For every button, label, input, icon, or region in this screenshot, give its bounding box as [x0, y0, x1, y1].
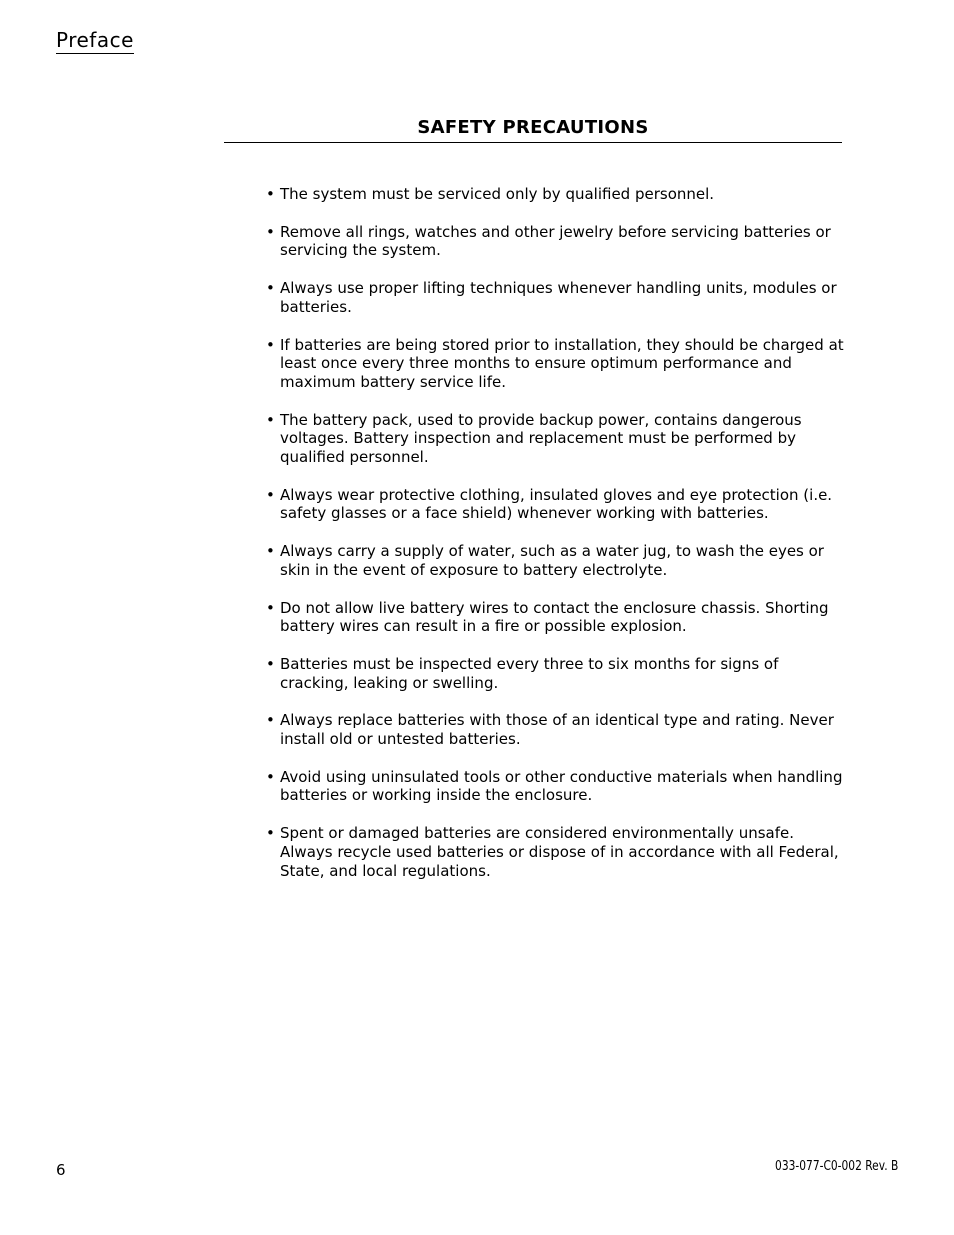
title-divider [224, 142, 842, 143]
list-item [266, 655, 846, 692]
list-item-text: Avoid using uninsulated tools or other conductive materials when handling batteries or working inside the enclosure. [280, 767, 843, 805]
bullet-icon: • [266, 185, 275, 203]
list-item [266, 768, 846, 805]
list-item [266, 542, 846, 579]
page-number: 6 [56, 1161, 66, 1179]
bullet-icon: • [266, 485, 275, 504]
list-item-text: The battery pack, used to provide backup power, contains dangerous voltages. Battery inspection and replacement must be performed by qualified personnel. [280, 410, 802, 467]
list-item [266, 824, 846, 880]
document-id: 033-077-C0-002 Rev. B [774, 1159, 898, 1174]
list-item-text: Batteries must be inspected every three to six months for signs of cracking, leaking or swelling. [280, 654, 779, 692]
bullet-icon: • [266, 279, 275, 298]
bullet-icon: • [266, 654, 275, 673]
bullet-icon: • [266, 222, 275, 241]
list-item [266, 336, 846, 392]
list-item-text: Remove all rings, watches and other jewelry before servicing batteries or servicing the system. [280, 222, 831, 260]
bullet-icon: • [266, 767, 275, 786]
bullet-icon: • [266, 542, 275, 561]
list-item-text: The system must be serviced only by qualified personnel. [280, 185, 715, 203]
list-item-text: Always wear protective clothing, insulated gloves and eye protection (i.e. safety glasses or a face shield) whenever working with batteries. [280, 485, 833, 523]
list-item [266, 185, 846, 204]
list-item [266, 711, 846, 748]
list-item [266, 223, 846, 260]
safety-precautions-list [266, 185, 846, 899]
bullet-icon: • [266, 598, 275, 617]
list-item [266, 279, 846, 316]
list-item-text: Always replace batteries with those of an identical type and rating. Never install old or untested batteries. [280, 711, 834, 749]
list-item [266, 486, 846, 523]
list-item-text: Do not allow live battery wires to contact the enclosure chassis. Shorting battery wires can result in a fire or possible explosion. [280, 598, 829, 636]
list-item-text: If batteries are being stored prior to installation, they should be charged at least once every three months to ensure optimum performance and maximum battery service life. [280, 335, 844, 391]
list-item [266, 599, 846, 636]
list-item [266, 411, 846, 467]
bullet-icon: • [266, 711, 275, 730]
list-item-text: Always use proper lifting techniques whenever handling units, modules or batteries. [280, 279, 837, 316]
page-title: SAFETY PRECAUTIONS [417, 117, 649, 138]
bullet-icon: • [266, 410, 275, 429]
bullet-icon: • [266, 824, 275, 843]
bullet-icon: • [266, 335, 275, 354]
section-label: Preface [56, 28, 134, 52]
list-item-text: Spent or damaged batteries are considered environmentally unsafe. Always recycle used batteries or dispose of in accordance with all Federal, State, and local regulations. [280, 824, 839, 880]
list-item-text: Always carry a supply of water, such as a water jug, to wash the eyes or skin in the event of exposure to battery electrolyte. [280, 542, 824, 579]
